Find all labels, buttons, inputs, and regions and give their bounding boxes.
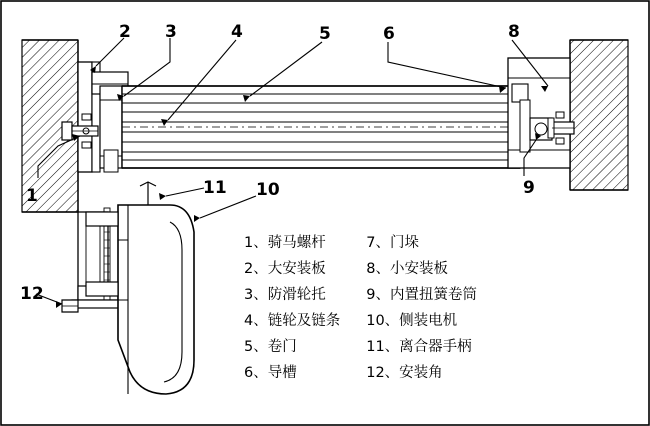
callout-12: 12 bbox=[20, 284, 44, 304]
legend-item: 3、防滑轮托 bbox=[244, 287, 326, 303]
callout-6: 6 bbox=[383, 24, 395, 44]
legend-column-left bbox=[244, 232, 340, 385]
callout-8: 8 bbox=[508, 22, 520, 42]
right-wall bbox=[570, 40, 628, 190]
callout-3: 3 bbox=[165, 22, 177, 42]
legend-item: 8、小安装板 bbox=[366, 261, 448, 277]
callout-5: 5 bbox=[319, 24, 331, 44]
legend-item: 7、门垛 bbox=[366, 235, 419, 251]
callout-2: 2 bbox=[119, 22, 131, 42]
legend-column-right bbox=[366, 232, 477, 385]
callout-10: 10 bbox=[256, 180, 280, 200]
callout-9: 9 bbox=[523, 178, 535, 198]
callout-11: 11 bbox=[203, 178, 227, 198]
rolling-door-curtain bbox=[122, 86, 520, 168]
legend-item: 6、导槽 bbox=[244, 365, 297, 381]
callout-4: 4 bbox=[231, 22, 243, 42]
legend-item: 12、安装角 bbox=[366, 365, 443, 381]
mounting-angle bbox=[62, 300, 78, 312]
legend-item: 5、卷门 bbox=[244, 339, 297, 355]
legend-item: 11、离合器手柄 bbox=[366, 339, 472, 355]
legend-item: 4、链轮及链条 bbox=[244, 313, 341, 329]
legend bbox=[244, 232, 636, 385]
callout-1: 1 bbox=[26, 186, 38, 206]
legend-item: 2、大安装板 bbox=[244, 261, 326, 277]
legend-item: 1、骑马螺杆 bbox=[244, 235, 326, 251]
legend-item: 9、内置扭簧卷筒 bbox=[366, 287, 477, 303]
legend-item: 10、侧装电机 bbox=[366, 313, 458, 329]
